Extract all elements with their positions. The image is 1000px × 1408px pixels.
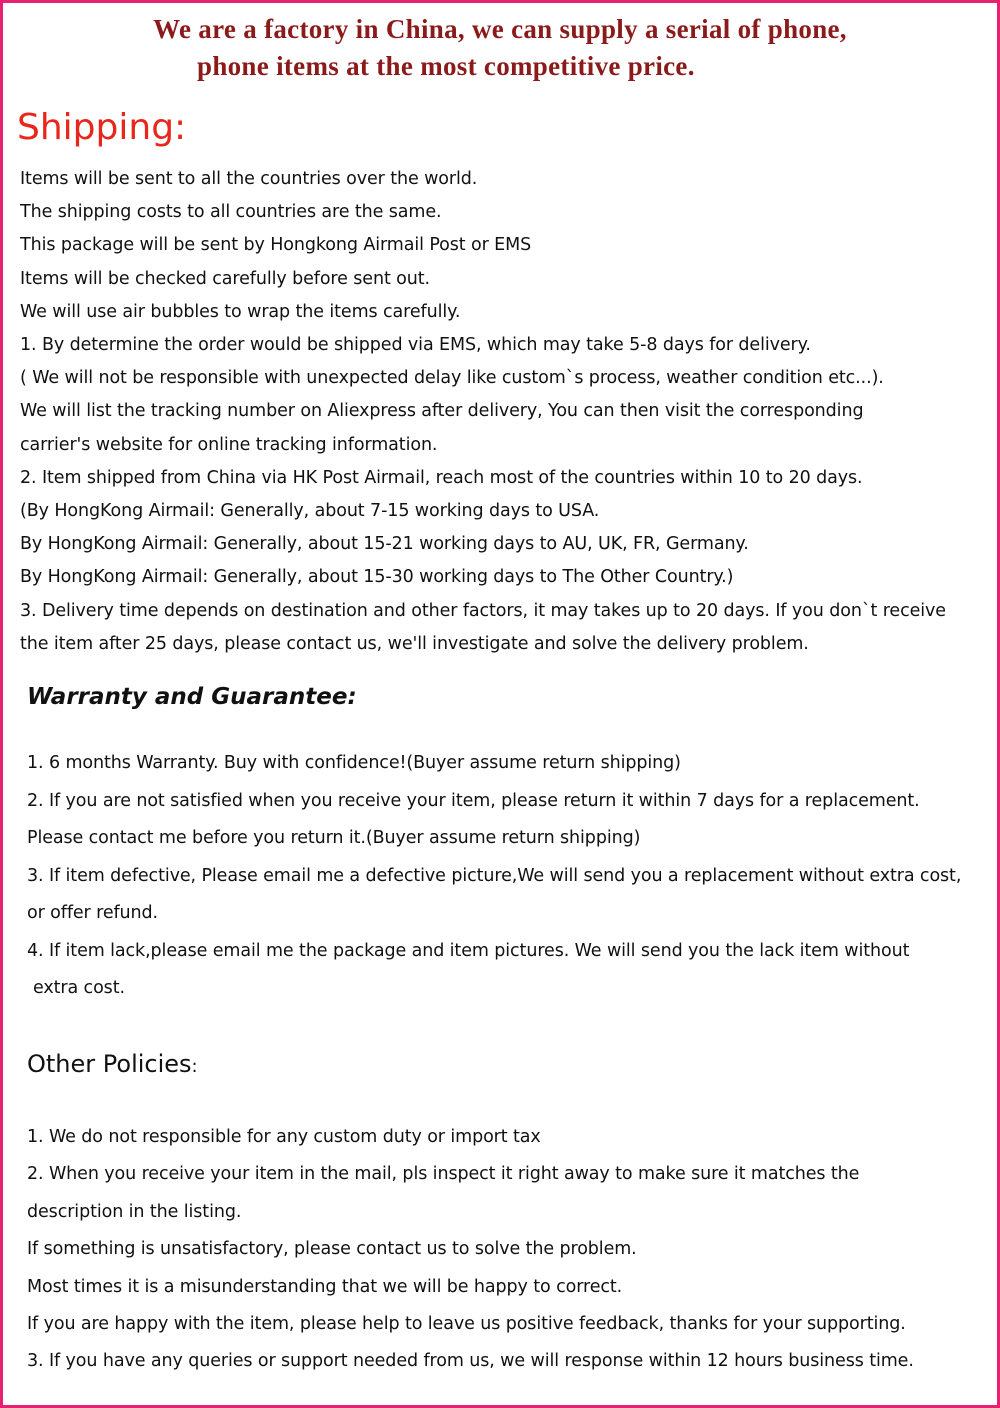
warranty-line: 3. If item defective, Please email me a defective picture,We will send you a replacement without extra cost, <box>27 865 962 886</box>
other-policy-line: If something is unsatisfactory, please contact us to solve the problem. <box>27 1239 637 1260</box>
shipping-line: 2. Item shipped from China via HK Post Airmail, reach most of the countries within 10 to 20 days. <box>20 467 863 488</box>
warranty-line: extra cost. <box>33 978 125 998</box>
warranty-line: Please contact me before you return it.(Buyer assume return shipping) <box>27 828 641 848</box>
other-policies-heading-colon: : <box>191 1056 198 1077</box>
other-policies-heading <box>27 1050 198 1078</box>
shipping-line: This package will be sent by Hongkong Airmail Post or EMS <box>20 235 532 256</box>
shipping-line: The shipping costs to all countries are the same. <box>20 202 442 223</box>
warranty-section <box>27 745 987 1008</box>
shipping-line: Items will be sent to all the countries over the world. <box>20 169 478 189</box>
other-policy-line: description in the listing. <box>27 1201 242 1222</box>
warranty-line: or offer refund. <box>27 903 159 923</box>
warranty-line: 4. If item lack,please email me the package and item pictures. We will send you the lack item without <box>27 940 910 961</box>
other-policy-line: If you are happy with the item, please help to leave us positive feedback, thanks for your supporting. <box>27 1314 906 1335</box>
shipping-line: 1. By determine the order would be shipped via EMS, which may take 5-8 days for delivery. <box>20 335 811 356</box>
other-policy-line: Most times it is a misunderstanding that we will be happy to correct. <box>27 1276 623 1297</box>
other-policy-line: 3. If you have any queries or support needed from us, we will response within 12 hours business time. <box>27 1351 914 1372</box>
other-policy-line: 1. We do not responsible for any custom duty or import tax <box>27 1127 541 1147</box>
warranty-heading: Warranty and Guarantee: <box>27 684 357 710</box>
shipping-line: carrier's website for online tracking information. <box>20 434 438 455</box>
shipping-heading: Shipping: <box>17 107 187 148</box>
shipping-section <box>20 163 990 661</box>
warranty-line: 1. 6 months Warranty. Buy with confidence!(Buyer assume return shipping) <box>27 753 681 773</box>
other-policies-heading-text: Other Policies <box>27 1050 192 1078</box>
shipping-line: We will list the tracking number on Aliexpress after delivery, You can then visit the corresponding <box>20 401 864 422</box>
warranty-line: 2. If you are not satisfied when you receive your item, please return it within 7 days for a replacement. <box>27 790 920 811</box>
shipping-line: the item after 25 days, please contact us, we'll investigate and solve the delivery problem. <box>20 633 809 654</box>
shipping-line: We will use air bubbles to wrap the items carefully. <box>20 301 461 322</box>
shipping-line: Items will be checked carefully before sent out. <box>20 268 430 289</box>
other-policy-line: 2. When you receive your item in the mail, pls inspect it right away to make sure it matches the <box>27 1164 860 1185</box>
header-line-1: We are a factory in China, we can supply a serial of phone, <box>153 14 847 44</box>
shipping-line: By HongKong Airmail: Generally, about 15-30 working days to The Other Country.) <box>20 567 734 588</box>
shipping-line: (By HongKong Airmail: Generally, about 7-15 working days to USA. <box>20 501 600 522</box>
shipping-line: By HongKong Airmail: Generally, about 15-21 working days to AU, UK, FR, Germany. <box>20 534 749 555</box>
shipping-line: ( We will not be responsible with unexpected delay like custom`s process, weather condition etc...). <box>20 368 884 389</box>
factory-header <box>3 11 997 85</box>
shipping-line: 3. Delivery time depends on destination and other factors, it may takes up to 20 days. If you don`t receive <box>20 600 946 621</box>
other-policies-section <box>27 1119 987 1381</box>
header-line-2: phone items at the most competitive price. <box>197 51 695 81</box>
